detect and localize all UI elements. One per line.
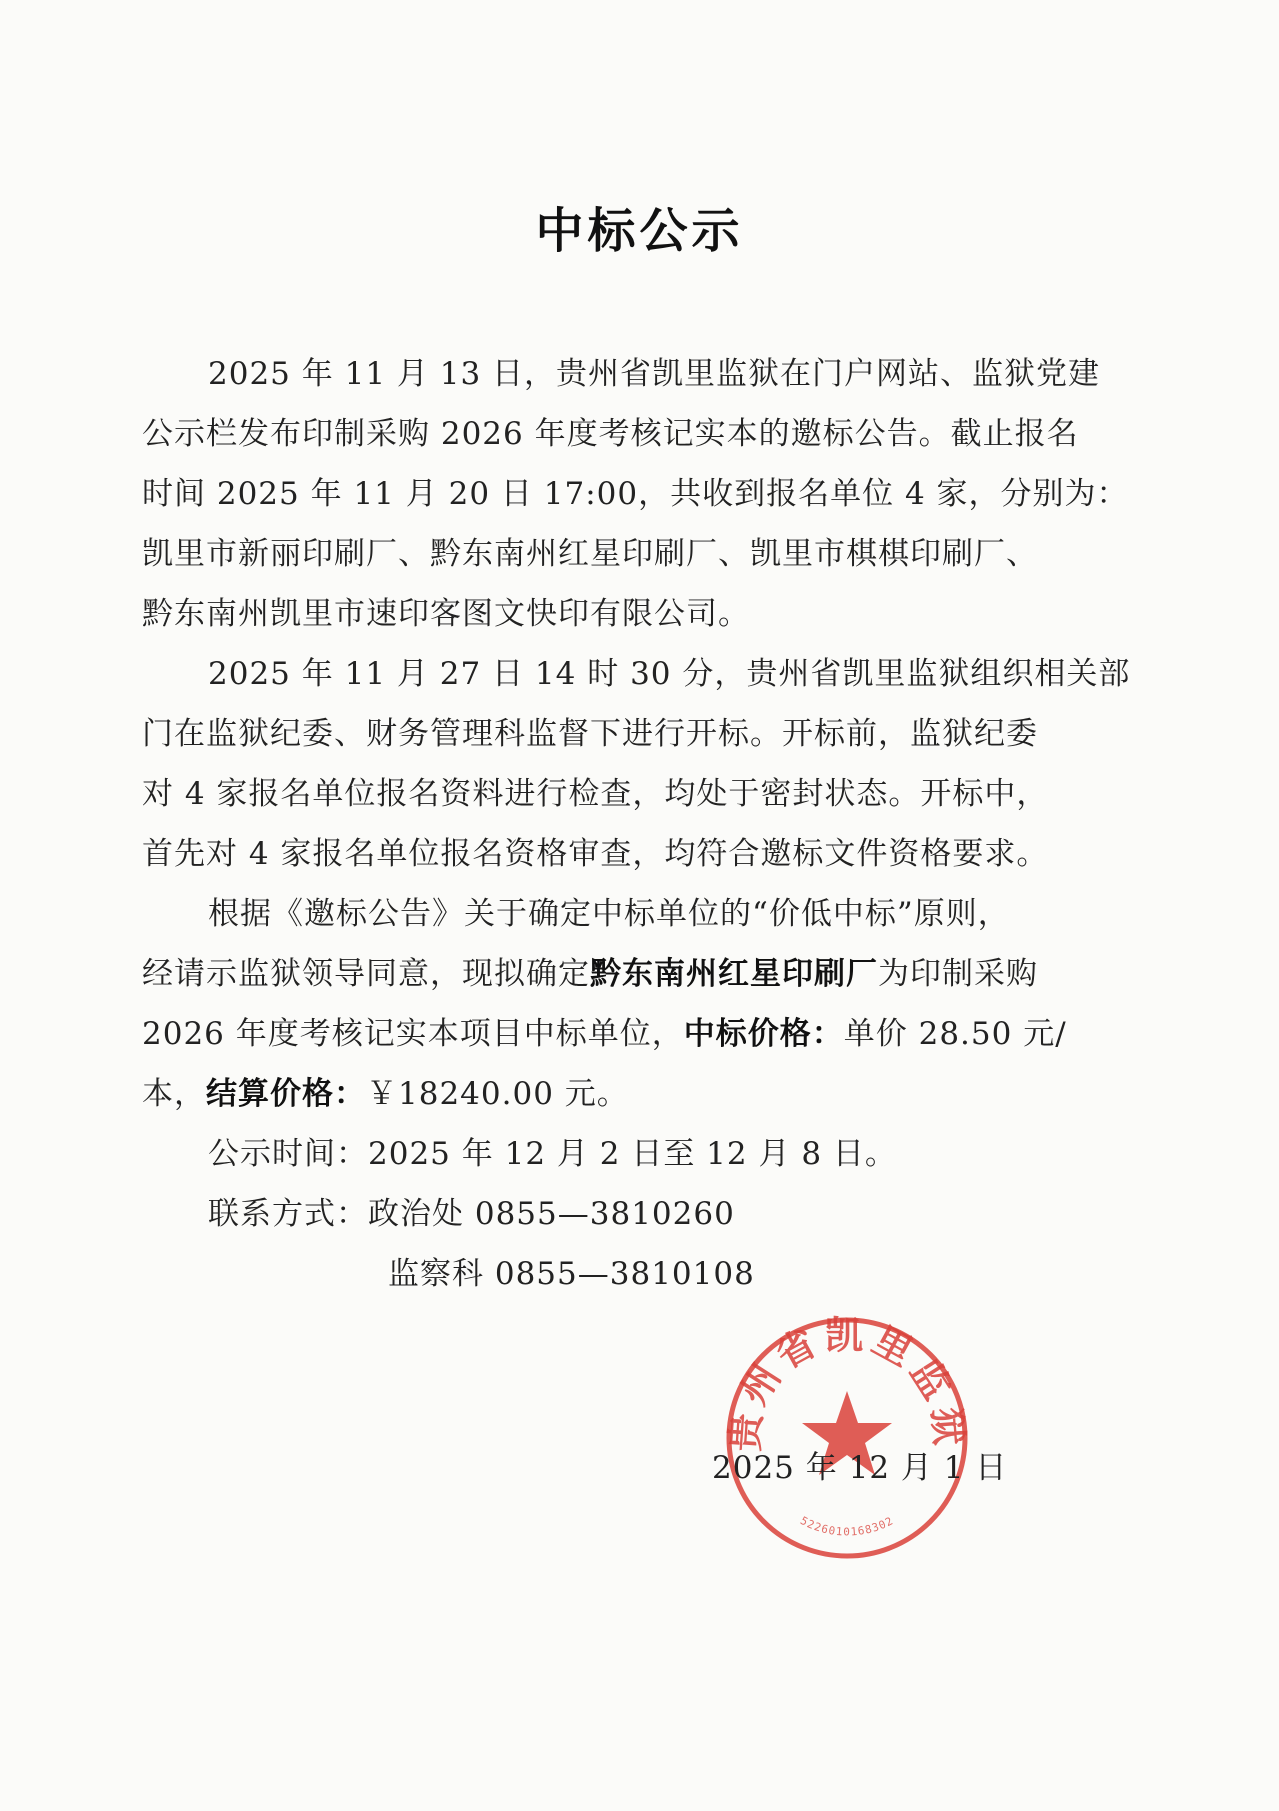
contact-line1: 联系方式：政治处 0855—3810260 bbox=[208, 1196, 735, 1232]
settlement-price-value: ￥18240.00 元。 bbox=[366, 1076, 629, 1112]
signature-date: 2025 年 12 月 1 日 bbox=[712, 1450, 1008, 1486]
paragraph2-line1: 2025 年 11 月 27 日 14 时 30 分，贵州省凯里监狱组织相关部 bbox=[208, 656, 1131, 692]
paragraph1-line1: 2025 年 11 月 13 日，贵州省凯里监狱在门户网站、监狱党建 bbox=[208, 356, 1101, 392]
official-seal-stamp bbox=[722, 1313, 972, 1563]
bid-price-value: 单价 28.50 元/ bbox=[843, 1016, 1067, 1052]
paragraph1-line3: 时间 2025 年 11 月 20 日 17:00，共收到报名单位 4 家，分别为： bbox=[142, 476, 1129, 512]
seal-text: 贵州省凯里监狱 bbox=[722, 1313, 972, 1453]
paragraph3-line2-suffix: 为印制采购 bbox=[878, 956, 1038, 992]
document-title: 中标公示 bbox=[535, 203, 744, 259]
contact-line2: 监察科 0855—3810108 bbox=[388, 1256, 755, 1292]
settlement-price-label: 结算价格： bbox=[206, 1076, 366, 1112]
winner-name: 黔东南州红星印刷厂 bbox=[590, 956, 878, 992]
paragraph2-line2: 门在监狱纪委、财务管理科监督下进行开标。开标前，监狱纪委 bbox=[142, 716, 1038, 752]
paragraph1-line2: 公示栏发布印制采购 2026 年度考核记实本的邀标公告。截止报名 bbox=[142, 416, 1079, 452]
paragraph3-line2 bbox=[142, 952, 1142, 996]
paragraph3-line1: 根据《邀标公告》关于确定中标单位的“价低中标”原则， bbox=[208, 896, 1010, 932]
paragraph3-line3-prefix: 2026 年度考核记实本项目中标单位， bbox=[142, 1016, 684, 1052]
paragraph2-line4: 首先对 4 家报名单位报名资格审查，均符合邀标文件资格要求。 bbox=[142, 836, 1049, 872]
paragraph3-line2-prefix: 经请示监狱领导同意，现拟确定 bbox=[142, 956, 590, 992]
notice-period: 公示时间：2025 年 12 月 2 日至 12 月 8 日。 bbox=[208, 1136, 897, 1172]
paragraph3-line4 bbox=[142, 1072, 1142, 1116]
seal-serial: 5226010168302 bbox=[798, 1514, 896, 1539]
paragraph1-line4: 凯里市新丽印刷厂、黔东南州红星印刷厂、凯里市棋棋印刷厂、 bbox=[142, 536, 1038, 572]
paragraph3-line3 bbox=[142, 1012, 1142, 1056]
paragraph1-line5: 黔东南州凯里市速印客图文快印有限公司。 bbox=[142, 596, 750, 632]
paragraph2-line3: 对 4 家报名单位报名资料进行检查，均处于密封状态。开标中， bbox=[142, 776, 1049, 812]
bid-price-label: 中标价格： bbox=[683, 1016, 844, 1052]
paragraph3-line4-prefix: 本， bbox=[142, 1076, 206, 1112]
